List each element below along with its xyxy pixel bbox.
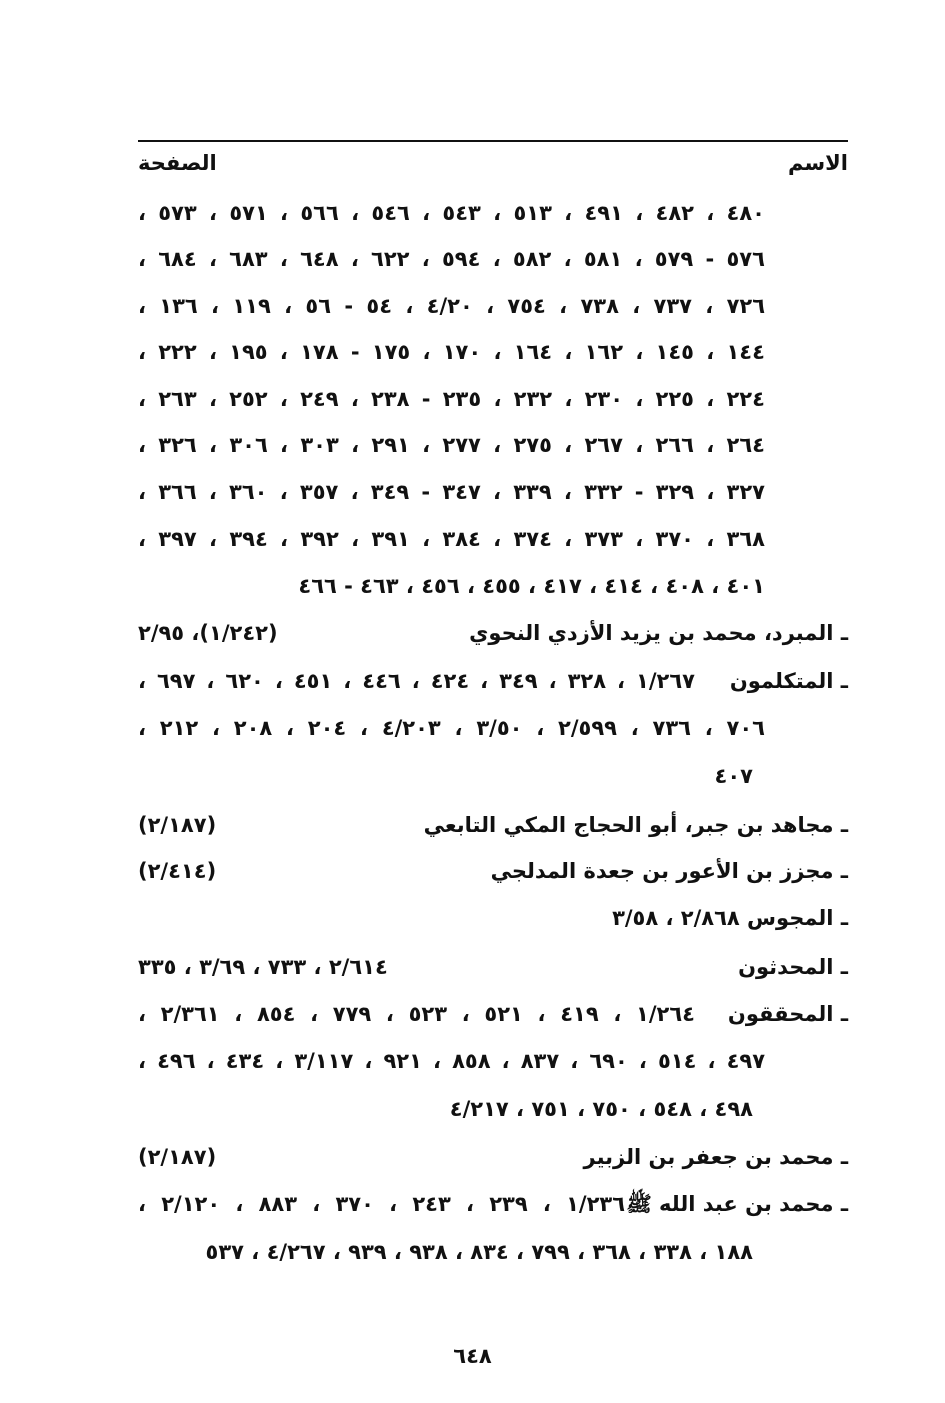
- entry-refs-muhaqqiqun-last: ٤٩٨ ، ٥٤٨ ، ٧٥٠ ، ٧٥١ ، ٤/٢١٧: [449, 1097, 753, 1121]
- continuation-line: ٤٨٠ ، ٤٨٢ ، ٤٩١ ، ٥١٣ ، ٥٤٣ ، ٥٤٦ ، ٥٦٦ ، ٥٧١ ، ٥٧٣ ،: [138, 201, 765, 225]
- entry-refs-muhaqqiqun-cont: ٤٩٧ ، ٥١٤ ، ٦٩٠ ، ٨٣٧ ، ٨٥٨ ، ٩٢١ ، ٣/١١٧ ، ٤٣٤ ، ٤٩٦ ،: [138, 1049, 766, 1073]
- entry-name-mujazziz: ـ مجزز بن الأعور بن جعدة المدلجي: [490, 859, 848, 883]
- column-header-page: الصفحة: [138, 151, 217, 175]
- continuation-line: ٧٢٦ ، ٧٣٧ ، ٧٣٨ ، ٧٥٤ ، ٤/٢٠ ، ٥٤ - ٥٦ ، ١١٩ ، ١٣٦ ،: [138, 294, 766, 318]
- entry-refs-mujahid: (٢/١٨٧): [138, 813, 217, 837]
- continuation-line: ١٤٤ ، ١٤٥ ، ١٦٢ ، ١٦٤ ، ١٧٠ ، ١٧٥ - ١٧٨ ، ١٩٥ ، ٢٢٢ ،: [138, 340, 765, 364]
- entry-refs-mutakallimun-cont: ٧٠٦ ، ٧٣٦ ، ٢/٥٩٩ ، ٣/٥٠ ، ٤/٢٠٣ ، ٢٠٤ ، ٢٠٨ ، ٢١٢ ،: [138, 716, 765, 740]
- entry-name-mujahid: ـ مجاهد بن جبر، أبو الحجاج المكي التابعي: [423, 813, 848, 837]
- continuation-line: ٣٢٧ ، ٣٢٩ - ٣٣٢ ، ٣٣٩ ، ٣٤٧ - ٣٤٩ ، ٣٥٧ ، ٣٦٠ ، ٣٦٦ ،: [138, 480, 765, 504]
- continuation-line: ٢٦٤ ، ٢٦٦ ، ٢٦٧ ، ٢٧٥ ، ٢٧٧ ، ٢٩١ ، ٣٠٣ ، ٣٠٦ ، ٣٢٦ ،: [138, 433, 765, 457]
- entry-name-mutakallimun: ـ المتكلمون: [729, 669, 848, 693]
- continuation-last-line: ٤٠١ ، ٤٠٨ ، ٤١٤ ، ٤١٧ ، ٤٥٥ ، ٤٥٦ ، ٤٦٣ - ٤٦٦: [298, 574, 765, 598]
- entry-refs-mutakallimun-last: ٤٠٧: [714, 764, 753, 788]
- entry-name-muhaqqiqun: ـ المحققون: [727, 1002, 848, 1026]
- entry-name-muhaddithun: ـ المحدثون: [738, 955, 848, 979]
- entry-refs-prophet-cont: ١٨٨ ، ٣٣٨ ، ٣٦٨ ، ٧٩٩ ، ٨٣٤ ، ٩٣٨ ، ٩٣٩ ، ٤/٢٦٧ ، ٥٣٧: [205, 1240, 753, 1264]
- entry-name-prophet: ـ محمد بن عبد الله ﷺ: [626, 1192, 848, 1216]
- entry-name-ibn-zubayr: ـ محمد بن جعفر بن الزبير: [583, 1145, 848, 1169]
- continuation-line: ٢٢٤ ، ٢٢٥ ، ٢٣٠ ، ٢٣٢ ، ٢٣٥ - ٢٣٨ ، ٢٤٩ ، ٢٥٢ ، ٢٦٣ ،: [138, 387, 765, 411]
- entry-refs-mujazziz: (٢/٤١٤): [138, 859, 217, 883]
- continuation-line: ٣٦٨ ، ٣٧٠ ، ٣٧٣ ، ٣٧٤ ، ٣٨٤ ، ٣٩١ ، ٣٩٢ ، ٣٩٤ ، ٣٩٧ ،: [138, 527, 765, 551]
- entry-name-mubarrad: ـ المبرد، محمد بن يزيد الأزدي النحوي: [469, 621, 848, 645]
- continuation-line: ٥٧٦ - ٥٧٩ ، ٥٨١ ، ٥٨٢ ، ٥٩٤ ، ٦٢٢ ، ٦٤٨ ، ٦٨٣ ، ٦٨٤ ،: [138, 247, 765, 271]
- entry-refs-muhaddithun: ٢/٦١٤ ، ٧٣٣ ، ٣/٦٩ ، ٣٣٥: [138, 955, 388, 979]
- entry-name-majus: ـ المجوس ٢/٨٦٨ ، ٣/٥٨: [612, 906, 848, 930]
- column-header-name: الاسم: [788, 151, 848, 175]
- entry-refs-muhaqqiqun: ١/٢٦٤ ، ٤١٩ ، ٥٢١ ، ٥٢٣ ، ٧٧٩ ، ٨٥٤ ، ٢/٣٦١ ،: [138, 1002, 695, 1026]
- entry-refs-mubarrad: (١/٢٤٢)، ٢/٩٥: [138, 621, 278, 645]
- entry-refs-ibn-zubayr: (٢/١٨٧): [138, 1145, 217, 1169]
- page-number: ٦٤٨: [453, 1344, 492, 1368]
- header-rule: [138, 140, 848, 142]
- entry-refs-prophet: ١/٢٣٦ ، ٢٣٩ ، ٢٤٣ ، ٣٧٠ ، ٨٨٣ ، ٢/١٢٠ ،: [138, 1192, 626, 1216]
- entry-refs-mutakallimun: ١/٢٦٧ ، ٣٢٨ ، ٣٤٩ ، ٤٢٤ ، ٤٤٦ ، ٤٥١ ، ٦٢٠ ، ٦٩٧ ،: [138, 669, 695, 693]
